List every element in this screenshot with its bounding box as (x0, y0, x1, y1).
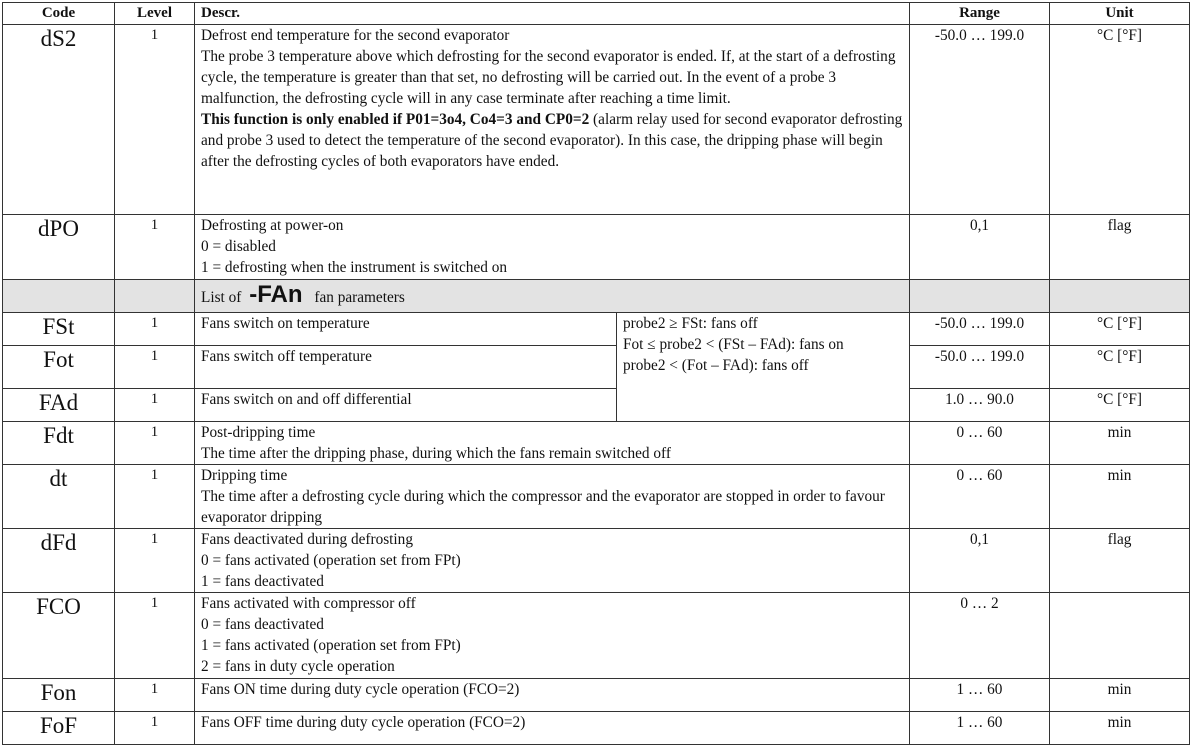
param-description (195, 25, 910, 215)
table-row (3, 389, 1190, 422)
table-row (3, 346, 1190, 389)
table-row (3, 422, 1190, 465)
param-range: 0,1 (910, 529, 1050, 593)
param-line: 0 = disabled (201, 238, 276, 255)
param-title: Fans activated with compressor off (201, 595, 416, 612)
param-description (195, 593, 910, 679)
header-code: Code (3, 3, 115, 25)
param-line: The time after a defrosting cycle during which the compressor and the evaporator are stopped in order to favour evaporator dripping (201, 488, 885, 526)
param-bold-note: This function is only enabled if P01=3o4, Co4=3 and CP0=2 (201, 111, 590, 128)
param-line: 1 = fans deactivated (201, 573, 324, 590)
param-code: dPO (3, 215, 115, 280)
param-title: Defrosting at power-on (201, 217, 344, 234)
param-line: 2 = fans in duty cycle operation (201, 658, 395, 675)
param-range: 1 … 60 (910, 679, 1050, 712)
param-title: Fans OFF time during duty cycle operation (FCO=2) (195, 712, 910, 745)
param-level: 1 (115, 215, 195, 280)
param-range: 0 … 60 (910, 422, 1050, 465)
param-title: Fans switch on temperature (195, 313, 617, 346)
param-code: Fon (3, 679, 115, 712)
fan-note-line: probe2 ≥ FSt: fans off (623, 315, 758, 332)
param-unit: °C [°F] (1050, 389, 1190, 422)
table-row (3, 215, 1190, 280)
param-level: 1 (115, 593, 195, 679)
param-line: The time after the dripping phase, during which the fans remain switched off (201, 445, 671, 462)
param-text (201, 109, 903, 172)
header-unit: Unit (1050, 3, 1190, 25)
param-range: 0 … 60 (910, 465, 1050, 529)
param-unit: min (1050, 465, 1190, 529)
section-title: List of -FAn fan parameters (195, 280, 910, 313)
header-descr: Descr. (195, 3, 910, 25)
param-range: 1.0 … 90.0 (910, 389, 1050, 422)
param-description (195, 529, 910, 593)
param-range: -50.0 … 199.0 (910, 25, 1050, 215)
param-unit: °C [°F] (1050, 25, 1190, 215)
parameter-table (2, 2, 1190, 745)
param-title: Fans switch on and off differential (195, 389, 617, 422)
param-description (195, 465, 910, 529)
table-row (3, 465, 1190, 529)
param-level: 1 (115, 422, 195, 465)
param-line: 1 = defrosting when the instrument is switched on (201, 259, 508, 276)
param-text-cont: (alarm relay used for second evaporator defrosting and probe 3 used to detect the temperature of the second evaporator). In this case, the dripping phase will begin after the defrosting cycles of both evaporators have ended. (201, 111, 903, 170)
param-line: 0 = fans deactivated (201, 616, 324, 633)
section-name: -FAn (249, 281, 303, 308)
param-title: Fans ON time during duty cycle operation (FCO=2) (195, 679, 910, 712)
param-title: Post-dripping time (201, 424, 316, 441)
param-unit: min (1050, 712, 1190, 745)
table-row (3, 679, 1190, 712)
param-code: dS2 (3, 25, 115, 215)
param-level: 1 (115, 389, 195, 422)
param-unit: flag (1050, 215, 1190, 280)
header-range: Range (910, 3, 1050, 25)
fan-note-line: Fot ≤ probe2 < (FSt – FAd): fans on (623, 336, 844, 353)
param-range: -50.0 … 199.0 (910, 313, 1050, 346)
param-description (195, 215, 910, 280)
param-code: FSt (3, 313, 115, 346)
param-code: dt (3, 465, 115, 529)
fan-note (617, 313, 910, 422)
param-unit: °C [°F] (1050, 346, 1190, 389)
table-row (3, 25, 1190, 215)
param-level: 1 (115, 313, 195, 346)
param-range: -50.0 … 199.0 (910, 346, 1050, 389)
param-code: FAd (3, 389, 115, 422)
fan-note-line: probe2 < (Fot – FAd): fans off (623, 357, 809, 374)
table-row (3, 593, 1190, 679)
param-line: 1 = fans activated (operation set from FPt) (201, 637, 461, 654)
param-description (195, 422, 910, 465)
param-code: Fot (3, 346, 115, 389)
param-level: 1 (115, 529, 195, 593)
param-unit: flag (1050, 529, 1190, 593)
param-title: Defrost end temperature for the second evaporator (201, 27, 510, 44)
param-unit: °C [°F] (1050, 313, 1190, 346)
param-level: 1 (115, 25, 195, 215)
param-title: Dripping time (201, 467, 288, 484)
table-row (3, 529, 1190, 593)
param-unit (1050, 593, 1190, 679)
param-level: 1 (115, 712, 195, 745)
param-range: 0 … 2 (910, 593, 1050, 679)
param-code: FoF (3, 712, 115, 745)
param-level: 1 (115, 679, 195, 712)
param-code: FCO (3, 593, 115, 679)
header-row (3, 3, 1190, 25)
param-title: Fans deactivated during defrosting (201, 531, 413, 548)
param-unit: min (1050, 422, 1190, 465)
header-level: Level (115, 3, 195, 25)
param-range: 0,1 (910, 215, 1050, 280)
param-unit: min (1050, 679, 1190, 712)
param-line: 0 = fans activated (operation set from FPt) (201, 552, 461, 569)
table-row (3, 712, 1190, 745)
param-title: Fans switch off temperature (195, 346, 617, 389)
table-row (3, 313, 1190, 346)
param-code: dFd (3, 529, 115, 593)
param-level: 1 (115, 465, 195, 529)
param-level: 1 (115, 346, 195, 389)
param-range: 1 … 60 (910, 712, 1050, 745)
param-code: Fdt (3, 422, 115, 465)
param-text: The probe 3 temperature above which defrosting for the second evaporator is ended. If, at the start of a defrosting cycle, the temperature is greater than that set, no defrosting will be carried out. In the event of a probe 3 malfunction, the defrosting cycle will in any case terminate after reaching a time limit. (201, 48, 896, 107)
section-row (3, 280, 1190, 313)
